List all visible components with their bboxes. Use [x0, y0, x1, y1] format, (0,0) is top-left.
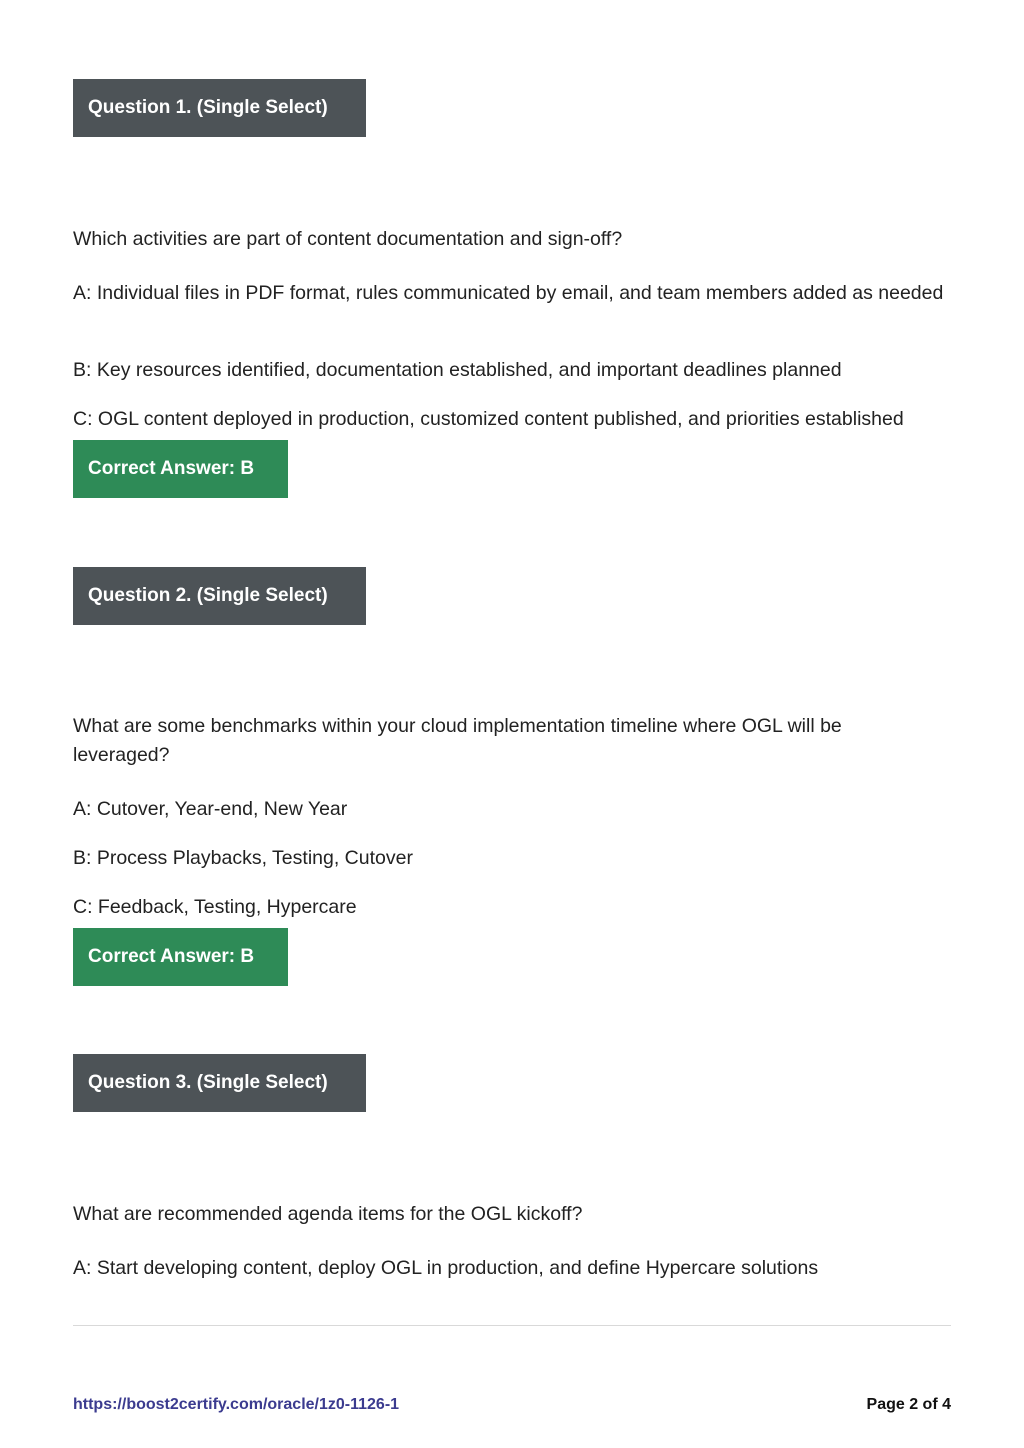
question-1-option-c: C: OGL content deployed in production, customized content published, and priorities established — [73, 408, 904, 430]
question-3-header: Question 3. (Single Select) — [73, 1054, 366, 1112]
question-1-prompt: Which activities are part of content documentation and sign-off? — [73, 228, 623, 250]
question-2-correct-answer: Correct Answer: B — [73, 928, 288, 986]
question-2-header: Question 2. (Single Select) — [73, 567, 366, 625]
question-3-prompt: What are recommended agenda items for the OGL kickoff? — [73, 1203, 583, 1225]
footer-divider — [73, 1325, 951, 1326]
question-2-option-a: A: Cutover, Year-end, New Year — [73, 798, 348, 820]
question-1-correct-answer: Correct Answer: B — [73, 440, 288, 498]
question-1-header: Question 1. (Single Select) — [73, 79, 366, 137]
question-1-option-a: A: Individual files in PDF format, rules communicated by email, and team members added as needed — [73, 282, 944, 304]
question-2-option-b: B: Process Playbacks, Testing, Cutover — [73, 847, 413, 869]
footer-link[interactable]: https://boost2certify.com/oracle/1z0-1126-1 — [73, 1396, 400, 1413]
page-number: Page 2 of 4 — [866, 1396, 951, 1413]
question-2-option-c: C: Feedback, Testing, Hypercare — [73, 896, 357, 918]
question-2-prompt: What are some benchmarks within your cloud implementation timeline where OGL will be leveraged? — [73, 715, 842, 766]
question-1-option-b: B: Key resources identified, documentation established, and important deadlines planned — [73, 359, 842, 381]
question-3-option-a: A: Start developing content, deploy OGL in production, and define Hypercare solutions — [73, 1257, 819, 1279]
